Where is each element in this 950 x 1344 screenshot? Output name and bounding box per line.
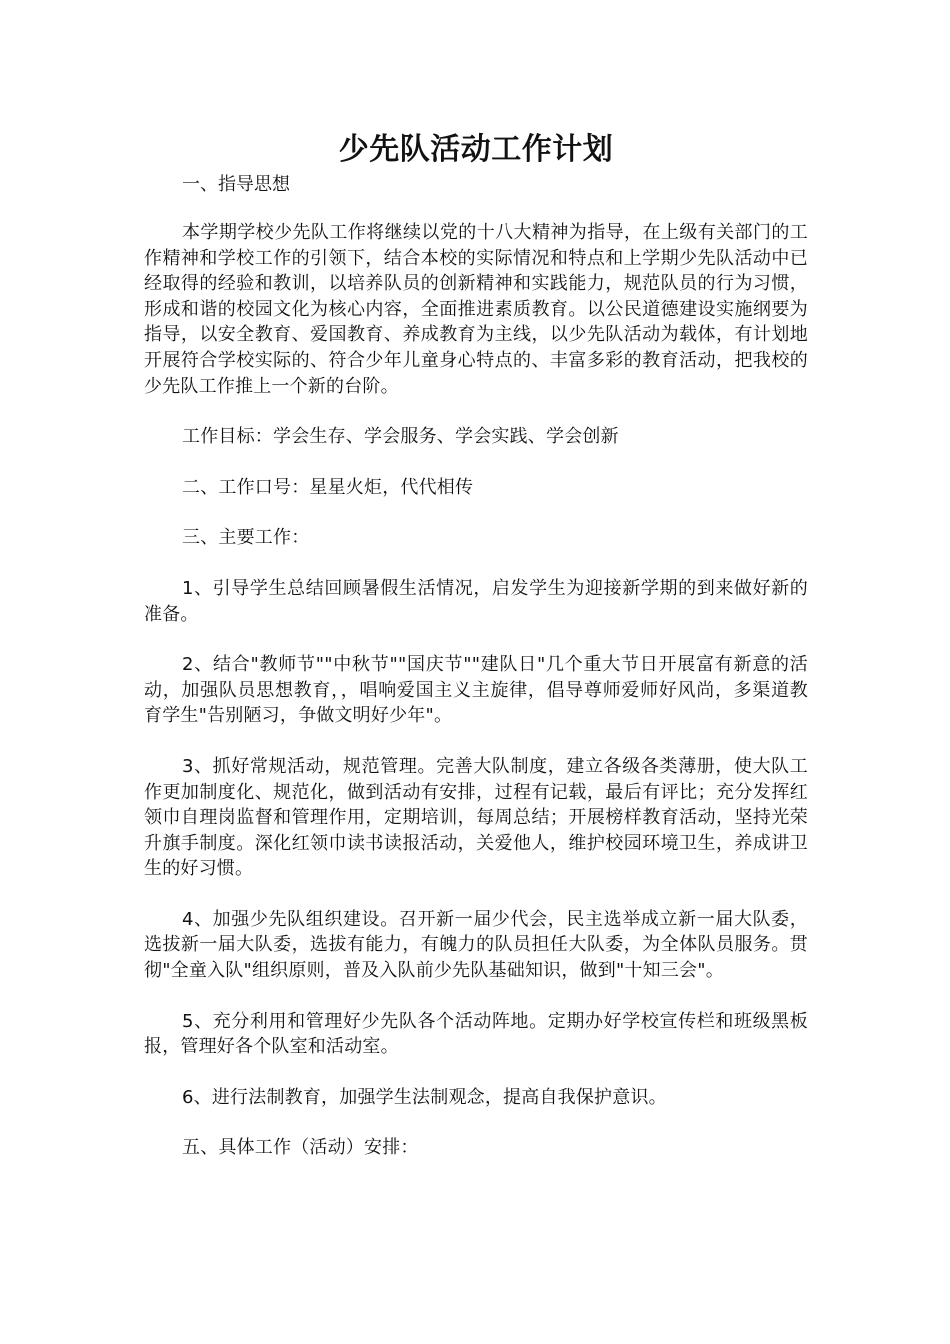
- work-goal-paragraph: 工作目标：学会生存、学会服务、学会实践、学会创新: [182, 426, 619, 448]
- task-item-1: 1、引导学生总结回顾暑假生活情况，启发学生为迎接新学期的到来做好新的准备。: [144, 577, 808, 625]
- section-heading-guiding-ideology: 一、指导思想: [182, 174, 290, 195]
- task-item-4: 4、加强少先队组织建设。召开新一届少代会，民主选举成立新一届大队委，选拔新一届大队委，选拔有能力，有魄力的队员担任大队委，为全体队员服务。贯彻"全童入队"组织原则，普及入队前少先队基础知识，做到"十知三会"。: [144, 908, 808, 982]
- section-heading-main-work: 三、主要工作：: [182, 527, 310, 549]
- section-heading-schedule: 五、具体工作（活动）安排：: [182, 1137, 419, 1159]
- intro-paragraph: 本学期学校少先队工作将继续以党的十八大精神为指导，在上级有关部门的工作精神和学校工作的引领下，结合本校的实际情况和特点和上学期少先队活动中已经取得的经验和教训，以培养队员的创新精神和实践能力，规范队员的行为习惯，形成和谐的校园文化为核心内容，全面推进素质教育。以公民道德建设实施纲要为指导，以安全教育、爱国教育、养成教育为主线，以少先队活动为载体，有计划地开展符合学校实际的、符合少年儿童身心特点的、丰富多彩的教育活动，把我校的少先队工作推上一个新的台阶。: [144, 222, 808, 397]
- task-item-3: 3、抓好常规活动，规范管理。完善大队制度，建立各级各类薄册，使大队工作更加制度化、规范化，做到活动有安排，过程有记载，最后有评比；充分发挥红领巾自理岗监督和管理作用，定期培训，每周总结；开展榜样教育活动，坚持光荣升旗手制度。深化红领巾读书读报活动，关爱他人，维护校园环境卫生，养成讲卫生的好习惯。: [144, 755, 808, 880]
- document-page: [144, 128, 808, 1161]
- document-title: 少先队活动工作计划: [338, 132, 614, 167]
- task-item-5: 5、充分利用和管理好少先队各个活动阵地。定期办好学校宣传栏和班级黑板报，管理好各个队室和活动室。: [144, 1010, 808, 1058]
- section-heading-slogan: 二、工作口号：星星火炬，代代相传: [182, 476, 474, 498]
- task-item-2: 2、结合"教师节""中秋节""国庆节""建队日"几个重大节日开展富有新意的活动，加强队员思想教育，，唱响爱国主义主旋律，倡导尊师爱师好风尚，多渠道教育学生"告别陋习，争做文明好少年"。: [144, 654, 808, 727]
- task-item-6: 6、进行法制教育，加强学生法制观念，提高自我保护意识。: [182, 1086, 667, 1108]
